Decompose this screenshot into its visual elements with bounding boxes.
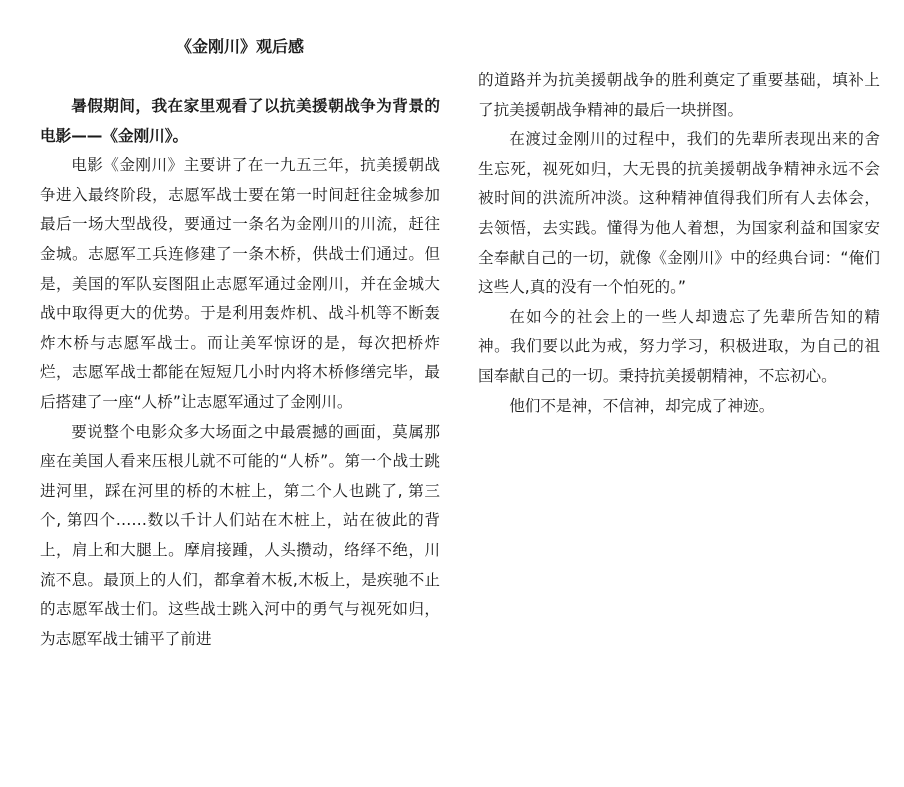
paragraph-today: 在如今的社会上的一些人却遗忘了先辈所告知的精神。我们要以此为戒，努力学习，积极进取，为自己的祖国奉献自己的一切。秉持抗美援朝精神，不忘初心。 [478,307,880,385]
paragraph-plot: 电影《金刚川》主要讲了在一九五三年，抗美援朝战争进入最终阶段，志愿军战士要在第一时间赶往金城参加最后一场大型战役，要通过一条名为金刚川的川流，赶往金城。志愿军工兵连修建了一条木桥，供战士们通过。但是，美国的军队妄图阻止志愿军通过金刚川，并在金城大战中取得更大的优势。于是利用轰炸机、战斗机等不断轰炸木桥与志愿军战士。而让美军惊讶的是，每次把桥炸烂，志愿军战士都能在短短几小时内将木桥修缮完毕，最后搭建了一座“人桥”让志愿军通过了金刚川。 [40,156,440,411]
left-column [40,92,440,654]
right-column [478,66,880,421]
paragraph-spirit: 在渡过金刚川的过程中，我们的先辈所表现出来的舍生忘死，视死如归，大无畏的抗美援朝战争精神永远不会被时间的洪流所冲淡。这种精神值得我们所有人去体会，去领悟，去实践。懂得为他人着想，为国家利益和国家安全奉献自己的一切，就像《金刚川》中的经典台词：“俺们这些人,真的没有一个怕死的。” [478,130,880,297]
paragraph-continuation: 的道路并为抗美援朝战争的胜利奠定了重要基础，填补上了抗美援朝战争精神的最后一块拼图。 [478,71,880,119]
paragraph-closing: 他们不是神，不信神，却完成了神迹。 [509,396,775,415]
paragraph-human-bridge: 要说整个电影众多大场面之中最震撼的画面，莫属那座在美国人看来压根儿就不可能的“人桥”。第一个战士跳进河里，踩在河里的桥的木桩上，第二个人也跳了, 第三个, 第四个……数以千计人们站在木桩上，站在彼此的背上，肩上和大腿上。摩肩接踵，人头攒动，络绎不绝，川流不息。最顶上的人们，都拿着木板,木板上，是疾驰不止的志愿军战士们。这些战士跳入河中的勇气与视死如归，为志愿军战士铺平了前进 [40,422,440,648]
paragraph-intro: 暑假期间，我在家里观看了以抗美援朝战争为背景的电影——《金刚川》。 [40,97,440,145]
document-title: 《金刚川》观后感 [175,37,304,56]
